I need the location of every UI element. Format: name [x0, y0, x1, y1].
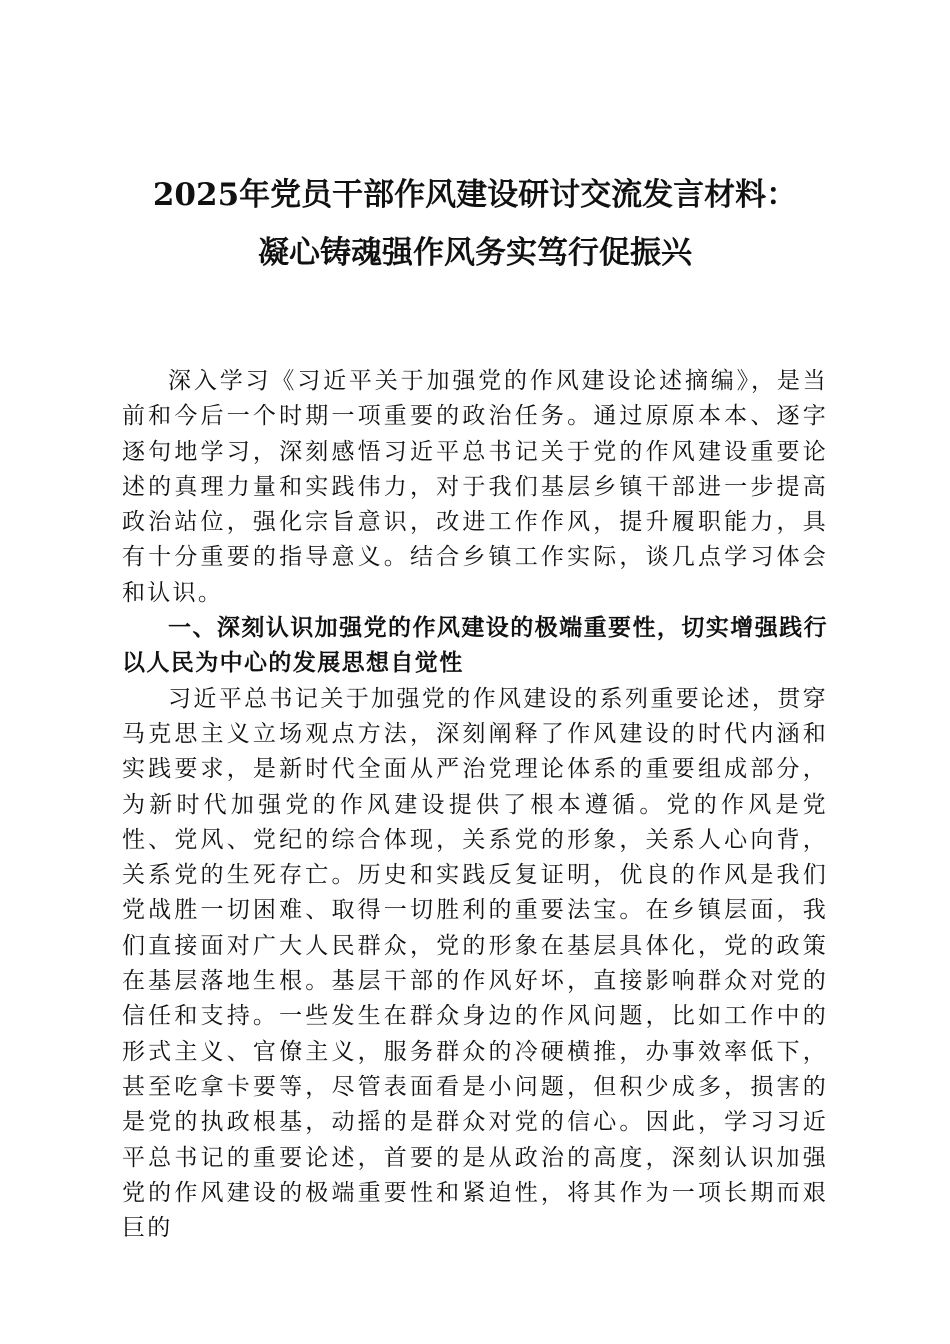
title-line-2: 凝心铸魂强作风务实笃行促振兴: [258, 235, 692, 271]
section-1-paragraph: 习近平总书记关于加强党的作风建设的系列重要论述，贯穿马克思主义立场观点方法，深刻阐释了作风建设的时代内涵和实践要求，是新时代全面从严治党理论体系的重要组成部分，为新时代加强党的作风建设提供了根本遵循。党的作风是党性、党风、党纪的综合体现，关系党的形象，关系人心向背，关系党的生死存亡。历史和实践反复证明，优良的作风是我们党战胜一切困难、取得一切胜利的重要法宝。在乡镇层面，我们直接面对广大人民群众，党的形象在基层具体化，党的政策在基层落地生根。基层干部的作风好坏，直接影响群众对党的信任和支持。一些发生在群众身边的作风问题，比如工作中的形式主义、官僚主义，服务群众的冷硬横推，办事效率低下，甚至吃拿卡要等，尽管表面看是小问题，但积少成多，损害的是党的执政根基，动摇的是群众对党的信心。因此，学习习近平总书记的重要论述，首要的是从政治的高度，深刻认识加强党的作风建设的极端重要性和紧迫性，将其作为一项长期而艰巨的: [122, 685, 828, 1242]
section-heading-1: 一、深刻认识加强党的作风建设的极端重要性，切实增强践行以人民为中心的发展思想自觉性: [122, 615, 828, 677]
document-body: [122, 364, 828, 1246]
document-title: [100, 168, 850, 284]
intro-paragraph: 深入学习《习近平关于加强党的作风建设论述摘编》，是当前和今后一个时期一项重要的政治任务。通过原原本本、逐字逐句地学习，深刻感悟习近平总书记关于党的作风建设重要论述的真理力量和实践伟力，对于我们基层乡镇干部进一步提高政治站位，强化宗旨意识，改进工作作风，提升履职能力，具有十分重要的指导意义。结合乡镇工作实际，谈几点学习体会和认识。: [122, 368, 828, 606]
title-line-1: 2025年党员干部作风建设研讨交流发言材料：: [152, 177, 798, 213]
